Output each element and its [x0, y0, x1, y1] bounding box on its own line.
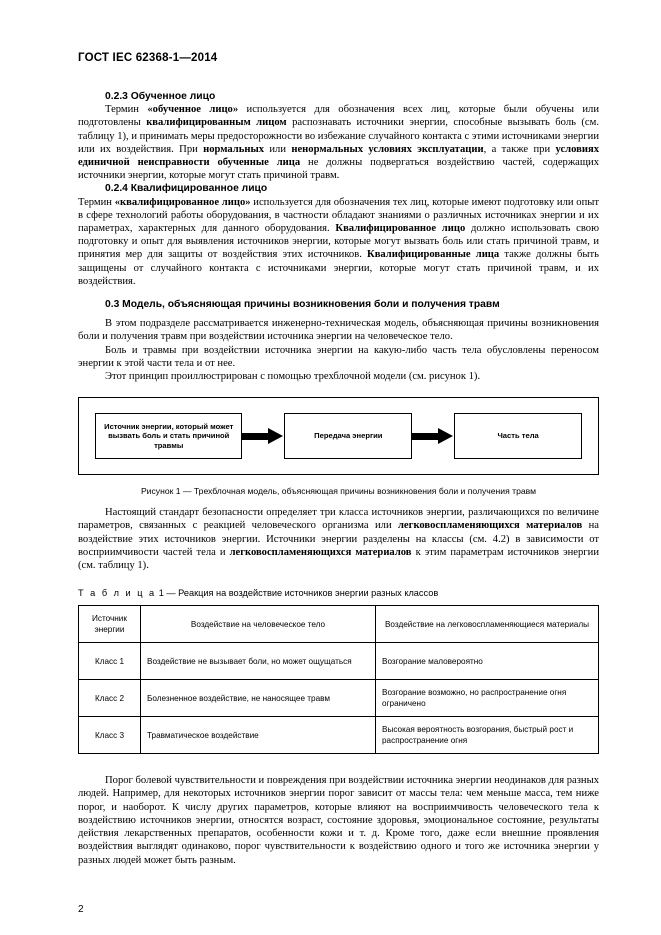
figure-box-body-part: Часть тела [454, 413, 582, 459]
page-header: ГОСТ IEC 62368-1—2014 [78, 52, 218, 64]
three-block-model-figure [78, 397, 599, 475]
figure-box-energy-transfer: Передача энергии [284, 413, 412, 459]
section-body-0-2-3: Термин «обученное лицо» используется для обозначения всех лиц, которые были обучены или подготовлены квалифицированным лицом распознавать источники энергии, способные вызывать боль (см. таблицу 1), и принимать меры предосторожности во избежание случайного контакта с этими источниками энергии или их воздействия. При нормальных или ненормальных условиях эксплуатации, а также при условиях единичной неисправности обученные лица не должны подвергаться воздействию частей, содержащих источники энергии, которые могут стать причиной травм. [78, 104, 599, 182]
cell-material-effect: Возгорание возможно, но распространение огня ограничено [376, 680, 599, 717]
table-header-row [79, 606, 599, 643]
table-caption-text: 1 — Реакция на воздействие источников энергии разных классов [158, 588, 439, 599]
table-caption [78, 588, 599, 598]
cell-body-effect: Болезненное воздействие, не наносящее травм [141, 680, 376, 717]
section-0-3-paragraph-3: Этот принцип проиллюстрирован с помощью трехблочной модели (см. рисунок 1). [105, 371, 481, 383]
section-title-0-2-4: 0.2.4 Квалифицированное лицо [105, 183, 268, 195]
closing-paragraph: Порог болевой чувствительности и повреждения при воздействии источника энергии неодинаков для разных людей. Например, для некоторых источников энергии порог зависит от массы тела: чем меньше масса, тем ниже порог, и наоборот. К числу других параметров, которые влияют на восприимчивость человеческого тела к воздействию источников энергии, относятся возраст, состояние здоровья, эмоциональное состояние, результаты действия лекарственных препаратов, особенности кожи и т. д. Кроме того, даже если внешние проявления воздействия выглядят одинаково, порог чувствительности к воздействию одного и того же источника энергии у разных людей может быть разным. [78, 775, 599, 866]
section-title-0-3: 0.3 Модель, объясняющая причины возникновения боли и получения травм [105, 299, 500, 311]
table-row [79, 680, 599, 717]
after-figure-paragraph: Настоящий стандарт безопасности определяет три класса источников энергии, различающихся по величине параметров, связанных с реакцией человеческого организма или легковоспламеняющихся материалов на воздействие этих источников энергии. Источники энергии разделены на классы (см. 4.2) в зависимости от восприимчивости частей тела и легковоспламеняющихся материалов к этим параметрам источников энергии (см. таблицу 1). [78, 507, 599, 572]
cell-body-effect: Травматическое воздействие [141, 717, 376, 754]
page-number: 2 [78, 904, 84, 915]
section-body-0-2-4: Термин «квалифицированное лицо» используется для обозначения тех лиц, которые имеют подготовку или опыт в сфере технологий работы оборудования, в частности обладают знаниями о различных источниках энергии и их параметрах, характерных для данного оборудования. Квалифицированное лицо должно использовать свою подготовку и опыт для выявления источников энергии, которые могут вызвать боль или стать причиной травм, и принятия мер для защиты от воздействия этих источников. Квалифицированные лица также должны быть защищены от случайного контакта с источниками энергии, которые могут стать причиной травм, и их воздействия. [78, 196, 599, 287]
cell-source: Класс 2 [79, 680, 141, 717]
cell-material-effect: Возгорание маловероятно [376, 643, 599, 680]
table-header-source: Источник энергии [79, 606, 141, 643]
table-header-body-effect: Воздействие на человеческое тело [141, 606, 376, 643]
arrow-right-icon [242, 429, 284, 443]
section-0-3-paragraph-1: В этом подразделе рассматривается инженерно-техническая модель, объясняющая причины возникновения боли и получения травм при воздействии источника энергии на человеческое тело. [78, 318, 599, 343]
cell-body-effect: Воздействие не вызывает боли, но может ощущаться [141, 643, 376, 680]
cell-source: Класс 3 [79, 717, 141, 754]
table-header-material-effect: Воздействие на легковоспламеняющиеся материалы [376, 606, 599, 643]
cell-source: Класс 1 [79, 643, 141, 680]
section-0-3-paragraph-2: Боль и травмы при воздействии источника энергии на какую-либо часть тела обусловлены переносом энергии к этой части тела и от нее. [78, 344, 599, 369]
section-title-0-2-3: 0.2.3 Обученное лицо [105, 91, 216, 102]
arrow-right-icon [412, 429, 454, 443]
table-caption-prefix: Т а б л и ц а [78, 588, 157, 599]
table-row [79, 717, 599, 754]
table-row [79, 643, 599, 680]
energy-class-reaction-table [78, 605, 599, 754]
figure-box-energy-source: Источник энергии, который может вызвать боль и стать причиной травмы [95, 413, 242, 459]
figure-caption: Рисунок 1 — Трехблочная модель, объясняющая причины возникновения боли и получения травм [140, 486, 537, 497]
cell-material-effect: Высокая вероятность возгорания, быстрый рост и распространение огня [376, 717, 599, 754]
